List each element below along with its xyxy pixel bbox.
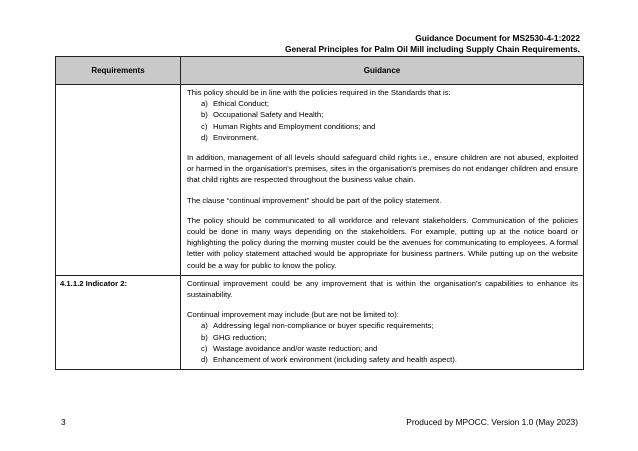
list-item: c) Wastage avoidance and/or waste reduction; and: [201, 343, 378, 353]
guidance-paragraph: In addition, management of all levels should safeguard child rights i.e., ensure children are not abused, exploited or harmed in the organisation's premises, sites in the organisation's premises do not endanger children and ensure that child rights are respected throughout the business value chain.: [187, 153, 578, 185]
guidance-paragraph: Continual improvement could be any improvement that is within the organisation’s capabilities to enhance its sustainability.: [187, 278, 578, 300]
policy-list: [187, 98, 578, 143]
table-row: [56, 275, 584, 369]
list-item: d) Environment.: [201, 132, 259, 142]
list-item: b) GHG reduction;: [201, 332, 267, 342]
guidance-cell: [181, 85, 584, 276]
list-item: b) Occupational Safety and Health;: [201, 110, 324, 120]
page-number: 3: [61, 417, 66, 427]
guidance-cell: [181, 275, 584, 369]
guidance-paragraph: The policy should be communicated to all workforce and relevant stakeholders. Communication of the policies could be done in many ways depending on the stakeholders. For example, putting up at the notice board or highlighting the policy during the morning muster could be the avenues for communicating to employees. A formal letter with policy statement attached would be appropriate for business partners. While putting up on the website could be a way for public to know the policy.: [187, 215, 578, 270]
document-header: [285, 33, 580, 55]
footer-produced-by: Produced by MPOCC. Version 1.0 (May 2023): [406, 417, 578, 427]
guidance-intro: Continual improvement may include (but are not be limited to):: [187, 310, 399, 320]
header-subtitle: General Principles for Palm Oil Mill including Supply Chain Requirements.: [284, 44, 580, 54]
list-item: a) Addressing legal non-compliance or buyer specific requirements;: [201, 321, 434, 331]
table-row: [56, 85, 584, 276]
requirement-cell: 4.1.1.2 Indicator 2:: [56, 275, 181, 369]
header-title: Guidance Document for MS2530-4-1:2022: [415, 33, 580, 43]
table-header-row: [56, 57, 584, 85]
requirements-table: [55, 56, 584, 370]
list-item: d) Enhancement of work environment (including safety and health aspect).: [201, 355, 458, 365]
guidance-intro: This policy should be in line with the policies required in the Standards that is:: [187, 88, 451, 97]
list-item: a) Ethical Conduct;: [201, 99, 269, 109]
list-item: c) Human Rights and Employment conditions; and: [201, 121, 376, 131]
requirement-cell: [56, 85, 181, 276]
guidance-paragraph: The clause “continual improvement” should be part of the policy statement.: [187, 195, 442, 205]
column-header-requirements: Requirements: [56, 57, 181, 85]
improvement-list: [187, 320, 578, 365]
column-header-guidance: Guidance: [181, 57, 584, 85]
